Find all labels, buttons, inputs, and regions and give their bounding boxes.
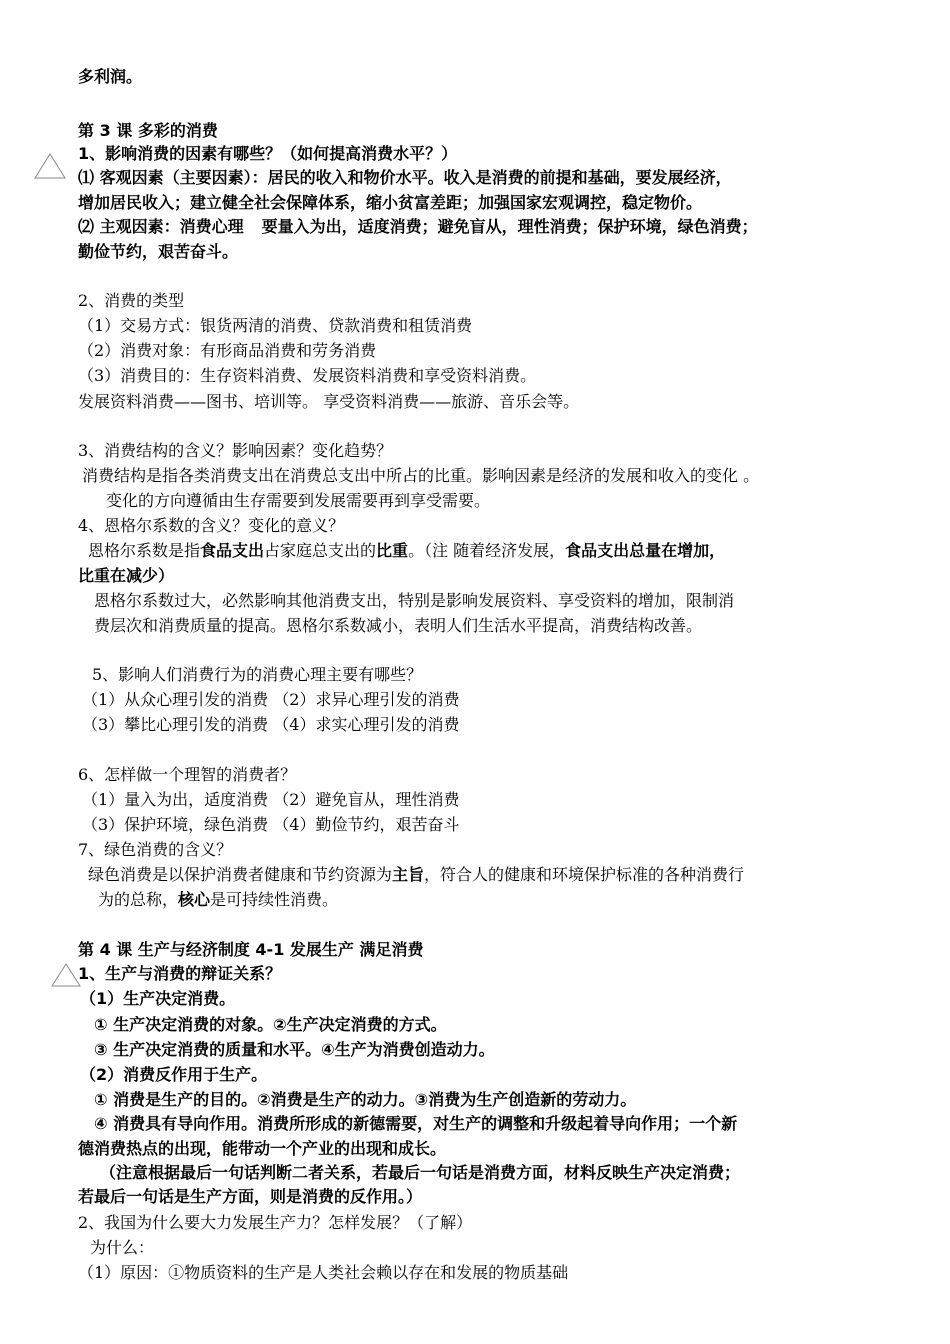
text-line: 若最后一句话是生产方面，则是消费的反作用。） <box>78 1187 423 1206</box>
question-heading: 1、生产与消费的辩证关系？ <box>78 964 282 983</box>
text-line: 绿色消费是以保护消费者健康和节约资源为主旨，符合人的健康和环境保护标准的各种消费行 <box>88 865 745 884</box>
text-line: 勤俭节约，艰苦奋斗。 <box>78 242 239 261</box>
text-line: 增加居民收入；建立健全社会保障体系，缩小贫富差距；加强国家宏观调控，稳定物价。 <box>78 193 703 212</box>
text-line: （1）原因：①物质资料的生产是人类社会赖以存在和发展的物质基础 <box>78 1263 569 1282</box>
text-line: （2）消费反作用于生产。 <box>80 1065 268 1084</box>
text-line: （1）从众心理引发的消费 （2）求异心理引发的消费 <box>82 690 460 709</box>
text-line: （1）生产决定消费。 <box>80 989 236 1008</box>
text-line: ③ 生产决定消费的质量和水平。④生产为消费创造动力。 <box>94 1040 495 1059</box>
text-line: 德消费热点的出现，能带动一个产业的出现和成长。 <box>78 1139 447 1158</box>
text-line: 比重在减少） <box>78 566 175 585</box>
text-line: ⑴ 客观因素（主要因素）：居民的收入和物价水平。收入是消费的前提和基础，要发展经济， <box>78 168 732 187</box>
text-line: ① 消费是生产的目的。②消费是生产的动力。③消费为生产创造新的劳动力。 <box>94 1090 637 1109</box>
text-line: 发展资料消费——图书、培训等。 享受资料消费——旅游、音乐会等。 <box>78 392 580 411</box>
text-line: （3）消费目的：生存资料消费、发展资料消费和享受资料消费。 <box>78 366 537 385</box>
text-line: ① 生产决定消费的对象。②生产决定消费的方式。 <box>94 1015 447 1034</box>
text-line: （2）消费对象：有形商品消费和劳务消费 <box>78 341 377 360</box>
text-line: （1）交易方式：银货两清的消费、贷款消费和租赁消费 <box>78 316 473 335</box>
question-heading: 3、消费结构的含义？影响因素？变化趋势？ <box>78 441 393 460</box>
text-line: 消费结构是指各类消费支出在消费总支出中所占的比重。影响因素是经济的发展和收入的变化 。 <box>82 466 760 485</box>
question-heading: 1、影响消费的因素有哪些？（如何提高消费水平？） <box>78 144 458 163</box>
text-line: 多利润。 <box>78 67 143 86</box>
text-line: ④ 消费具有导向作用。消费所形成的新德需要，对生产的调整和升级起着导向作用；一个新 <box>94 1114 738 1133</box>
lesson-heading: 第 4 课 生产与经济制度 4-1 发展生产 满足消费 <box>78 940 424 959</box>
lesson-heading: 第 3 课 多彩的消费 <box>78 121 218 140</box>
text-line: 恩格尔系数过大，必然影响其他消费支出，特别是影响发展资料、享受资料的增加，限制消 <box>94 591 735 610</box>
question-heading: 2、我国为什么要大力发展生产力？怎样发展？（了解） <box>78 1213 473 1232</box>
text-line: 为的总称，核心是可持续性消费。 <box>98 890 339 909</box>
text-line: 费层次和消费质量的提高。恩格尔系数减小，表明人们生活水平提高，消费结构改善。 <box>94 616 703 635</box>
text-line: 变化的方向遵循由生存需要到发展需要再到享受需要。 <box>106 491 491 510</box>
text-line: 为什么： <box>90 1238 155 1257</box>
text-line: ⑵ 主观因素：消费心理 要量入为出，适度消费；避免盲从，理性消费；保护环境，绿色消费； <box>78 217 758 236</box>
question-heading: 5、影响人们消费行为的消费心理主要有哪些？ <box>92 665 423 684</box>
question-heading: 7、绿色消费的含义？ <box>78 840 233 859</box>
text-line: 恩格尔系数是指食品支出占家庭总支出的比重。（注 随着经济发展，食品支出总量在增加， <box>88 541 726 560</box>
text-line: （注意根据最后一句话判断二者关系，若最后一句话是消费方面，材料反映生产决定消费； <box>100 1163 741 1182</box>
question-heading: 2、消费的类型 <box>78 291 185 310</box>
question-heading: 6、怎样做一个理智的消费者？ <box>78 765 297 784</box>
text-line: （1）量入为出，适度消费 （2）避免盲从，理性消费 <box>82 790 460 809</box>
question-heading: 4、恩格尔系数的含义？变化的意义？ <box>78 516 345 535</box>
triangle-marker-icon <box>33 152 67 180</box>
text-line: （3）攀比心理引发的消费 （4）求实心理引发的消费 <box>82 715 460 734</box>
text-line: （3）保护环境，绿色消费 （4）勤俭节约，艰苦奋斗 <box>82 815 460 834</box>
